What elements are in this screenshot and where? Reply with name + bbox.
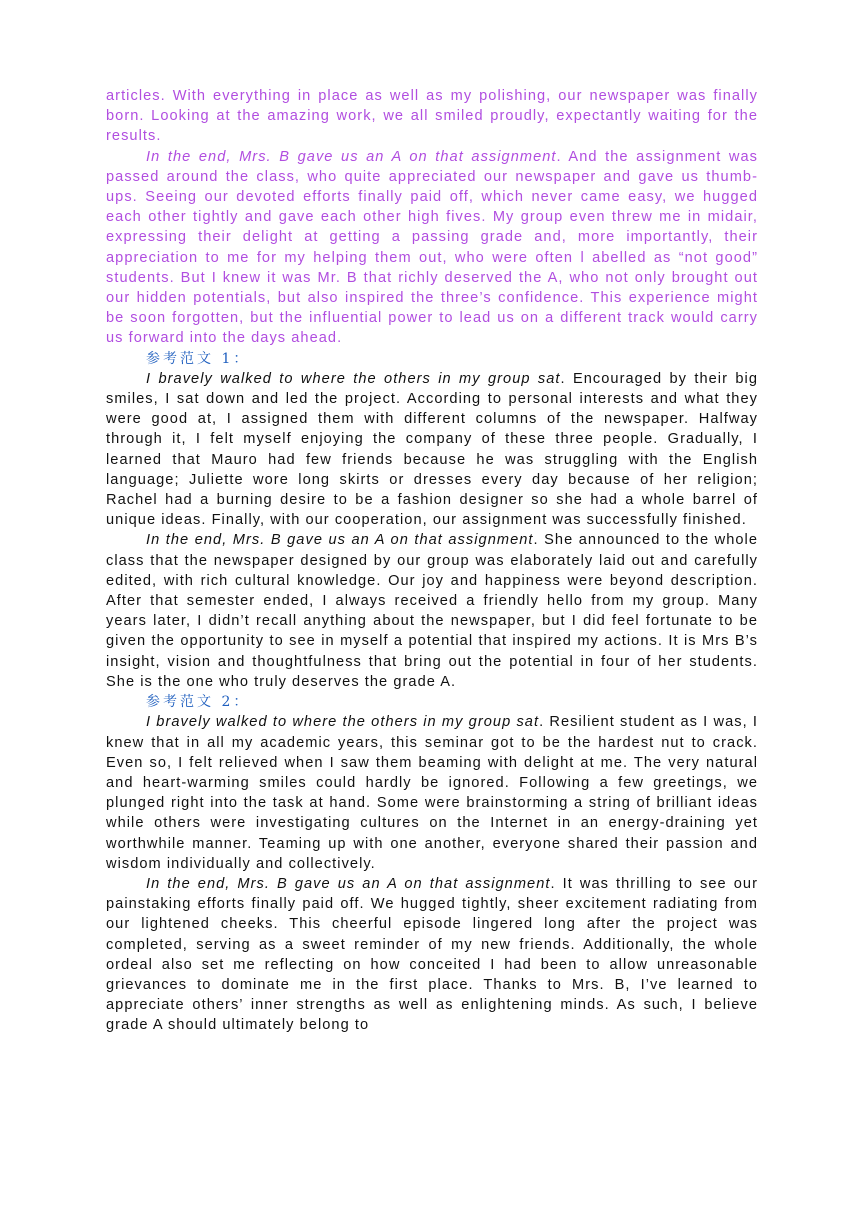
sample1-paragraph-2 (106, 530, 758, 692)
sample1-paragraph-1 (106, 369, 758, 531)
sample1-paragraph-2-body: . She announced to the whole class that the newspaper designed by our group was elaborately laid out and carefully edited, with rich cultural knowledge. Our joy and happiness were beyond description. After that semester ended, I always received a friendly hello from my group. Many years later, I didn’t recall anything about the newspaper, but I did feel fortunate to be given the opportunity to see in myself a potential that inspired my actions. It is Mrs B’s insight, vision and thoughtfulness that bring out the potential in four of her students. She is the one who truly deserves the grade A. (106, 532, 758, 690)
intro-paragraph-1: articles. With everything in place as well as my polishing, our newspaper was finally born. Looking at the amazing work, we all smiled proudly, expectantly waiting for the results. (106, 88, 758, 145)
sample2-paragraph-2 (106, 874, 758, 1036)
sample2-paragraph-2-body: . It was thrilling to see our painstaking efforts finally paid off. We hugged tightly, sheer excitement radiating from our lightened cheeks. This cheerful episode lingered long after the project was completed, serving as a sweet reminder of my new friends. Additionally, the whole ordeal also set me reflecting on how conceited I had been to allow unreasonable grievances to dominate me in the first place. Thanks to Mrs. B, I’ve learned to appreciate others’ inner strengths as well as enlightening minds. As such, I believe grade A should ultimately belong to (106, 875, 759, 1034)
sample1-paragraph-2-lead: In the end, Mrs. B gave us an A on that assignment (146, 532, 534, 549)
sample1-paragraph-1-body: . Encouraged by their big smiles, I sat down and led the project. According to personal interests and what they were good at, I assigned them with different columns of the newspaper. Halfway through it, I felt myself enjoying the company of these three people. Gradually, I learned that Mauro had few friends because he was struggling with the English language; Juliette wore long skirts or dresses every day because of her religion; Rachel had a burning desire to be a fashion designer so she had a whole barrel of unique ideas. Finally, with our cooperation, our assignment was successfully finished. (106, 370, 758, 529)
sample1-paragraph-1-lead: I bravely walked to where the others in my group sat (146, 370, 561, 387)
sample1-heading: 参考范文 1： (146, 350, 251, 367)
sample2-paragraph-2-lead: In the end, Mrs. B gave us an A on that assignment (146, 875, 551, 892)
intro-paragraph-2-lead: In the end, Mrs. B gave us an A on that assignment (146, 148, 557, 165)
intro-paragraph-2-body: . And the assignment was passed around the class, who quite appreciated our newspaper and gave us thumb-ups. Seeing our devoted efforts finally paid off, which never came easy, we hugged each other tightly and gave each other high fives. My group even threw me in midair, expressing their delight at getting a passing grade and, more importantly, their appreciation to me for my helping them out, who were often l abelled as “not good” students. But I knew it was Mr. B that richly deserved the A, who not only brought out our hidden potentials, but also inspired the three’s confidence. This experience might be soon forgotten, but the influential power to lead us on a different track would carry us forward into the days ahead. (106, 148, 758, 347)
sample2-paragraph-1-body: . Resilient student as I was, I knew that in all my academic years, this seminar got to be the hardest nut to crack. Even so, I felt relieved when I saw them beaming with delight at me. The very natural and heart-warming smiles could hardly be ignored. Following a few greetings, we plunged right into the task at hand. Some were brainstorming a string of brilliant ideas while others were investigating cultures on the Internet in an energy-draining yet worthwhile manner. Teaming up with one another, everyone shared their passion and wisdom individually and collectively. (106, 714, 758, 872)
intro-paragraph-2 (106, 147, 758, 349)
sample2-paragraph-1 (106, 712, 758, 874)
sample2-paragraph-1-lead: I bravely walked to where the others in my group sat (146, 714, 540, 731)
sample2-heading: 参考范文 2： (146, 694, 251, 711)
document-page (106, 86, 758, 1036)
